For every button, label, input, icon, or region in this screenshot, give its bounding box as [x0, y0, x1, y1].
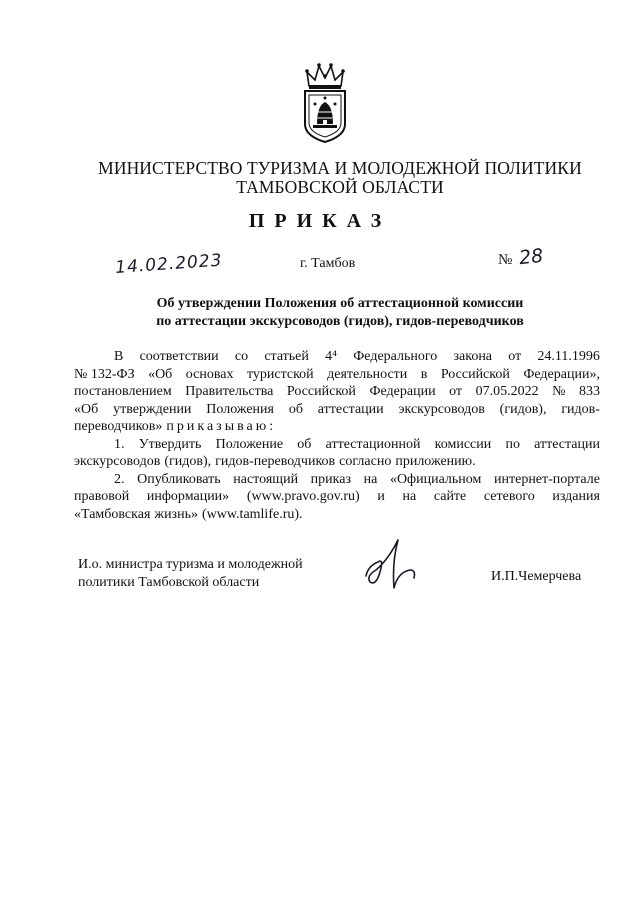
- body-line: [74, 383, 600, 401]
- body-word: 4⁴: [325, 349, 338, 364]
- body-word: аттестационной: [325, 436, 421, 452]
- city-label: г. Тамбов: [300, 256, 356, 271]
- body-word: на: [402, 489, 417, 504]
- body-line: [74, 471, 600, 489]
- body-word: Положение: [215, 436, 284, 452]
- body-word: № 132-ФЗ: [74, 366, 135, 382]
- body-word: и: [377, 489, 385, 504]
- body-word: приложению.: [395, 454, 476, 469]
- body-word: сетевого: [483, 489, 535, 504]
- body-word: по: [505, 436, 520, 452]
- body-word: комиссии: [434, 436, 492, 452]
- body-word: гидов-переводчиков: [215, 454, 336, 469]
- body-word: аттестации: [317, 401, 384, 417]
- subject-line2: по аттестации экскурсоводов (гидов), гидов-переводчиков: [156, 314, 524, 329]
- number-prefix: №: [498, 252, 513, 268]
- body-word: 833: [578, 384, 600, 399]
- body-word: сайте: [433, 489, 467, 504]
- body-word: «Об: [148, 366, 173, 382]
- body-line: [74, 418, 600, 436]
- order-body: [74, 348, 600, 523]
- body-word: соответствии: [139, 349, 219, 364]
- body-word: Положения: [206, 401, 274, 417]
- body-word: закона: [453, 349, 493, 364]
- body-word: интернет-портале: [494, 471, 600, 487]
- body-word: настоящий: [233, 471, 299, 487]
- body-word: об: [288, 401, 303, 417]
- body-word: Правительства: [185, 384, 274, 399]
- body-word: деятельности: [327, 366, 408, 382]
- body-word: правовой: [74, 489, 130, 504]
- body-word: (www.tamlife.ru).: [201, 506, 303, 522]
- handwritten-signature-icon: [358, 532, 420, 594]
- signer-position-line1: И.о. министра туризма и молодежной: [78, 557, 303, 572]
- order-subject: [80, 295, 600, 331]
- body-line: [74, 488, 600, 506]
- body-word: гидов-: [561, 401, 600, 417]
- body-word: Федерального: [353, 349, 438, 364]
- body-word: 1.: [114, 436, 125, 452]
- body-word: Федерации: [369, 384, 436, 399]
- body-word: 07.05.2022: [475, 384, 539, 399]
- body-word: согласно: [339, 454, 392, 469]
- body-word: (гидов),: [499, 401, 547, 417]
- body-word: Российской: [286, 384, 356, 399]
- signer-name: И.П.Чемерчева: [491, 569, 582, 584]
- body-line: [74, 506, 600, 524]
- body-word: издания: [552, 489, 600, 504]
- body-word: Утвердить: [138, 436, 202, 452]
- body-word: «Тамбовская: [74, 506, 151, 522]
- document-type-title: ПРИКАЗ: [248, 210, 392, 232]
- body-word: утверждении: [113, 401, 192, 417]
- body-word: постановлением: [74, 384, 172, 399]
- body-word: аттестации: [534, 436, 600, 452]
- body-line: [74, 401, 600, 419]
- body-word: Российской: [440, 366, 510, 382]
- body-word: Опубликовать: [137, 471, 221, 487]
- body-word: Федерации»,: [523, 366, 600, 382]
- body-word: приказ: [310, 471, 351, 487]
- body-word: 2.: [114, 471, 125, 487]
- body-word: (гидов),: [164, 454, 212, 469]
- subject-line1: Об утверждении Положения об аттестационной комиссии: [156, 296, 524, 311]
- body-word: №: [552, 384, 566, 399]
- body-word: от: [449, 384, 463, 399]
- body-word: в: [420, 366, 428, 382]
- body-word: экскурсоводов: [74, 454, 161, 469]
- body-line: [74, 453, 600, 471]
- ministry-name-line1: МИНИСТЕРСТВО ТУРИЗМА И МОЛОДЕЖНОЙ ПОЛИТИКИ: [98, 158, 582, 178]
- body-word: В: [114, 349, 124, 364]
- body-word: основах: [185, 366, 234, 382]
- ministry-name: [90, 159, 590, 197]
- signer-position-line2: политики Тамбовской области: [78, 574, 260, 590]
- signer-position: [78, 556, 303, 591]
- body-word: «Об: [74, 401, 99, 417]
- handwritten-number: 28: [517, 244, 545, 270]
- coat-of-arms-icon: [299, 62, 351, 144]
- body-word: 24.11.1996: [537, 349, 600, 364]
- body-word: информации»: [146, 489, 230, 504]
- body-line: [74, 348, 600, 366]
- body-word: со: [234, 349, 249, 364]
- ministry-name-line2: ТАМБОВСКОЙ ОБЛАСТИ: [236, 177, 444, 197]
- body-word: туристской: [246, 366, 314, 382]
- body-word: переводчиков»: [74, 419, 163, 434]
- body-word: экскурсоводов: [398, 401, 485, 417]
- body-word: «Официальном: [389, 471, 482, 487]
- body-word: статьей: [264, 349, 309, 364]
- body-word: жизнь»: [154, 506, 198, 522]
- handwritten-date: 14.02.2023: [114, 250, 224, 278]
- body-line: [74, 366, 600, 384]
- body-line: [74, 436, 600, 454]
- body-word: от: [508, 349, 522, 364]
- body-word: на: [363, 471, 378, 487]
- body-word: об: [297, 436, 312, 452]
- body-word: (www.pravo.gov.ru): [246, 489, 360, 504]
- body-word: приказываю:: [166, 419, 277, 434]
